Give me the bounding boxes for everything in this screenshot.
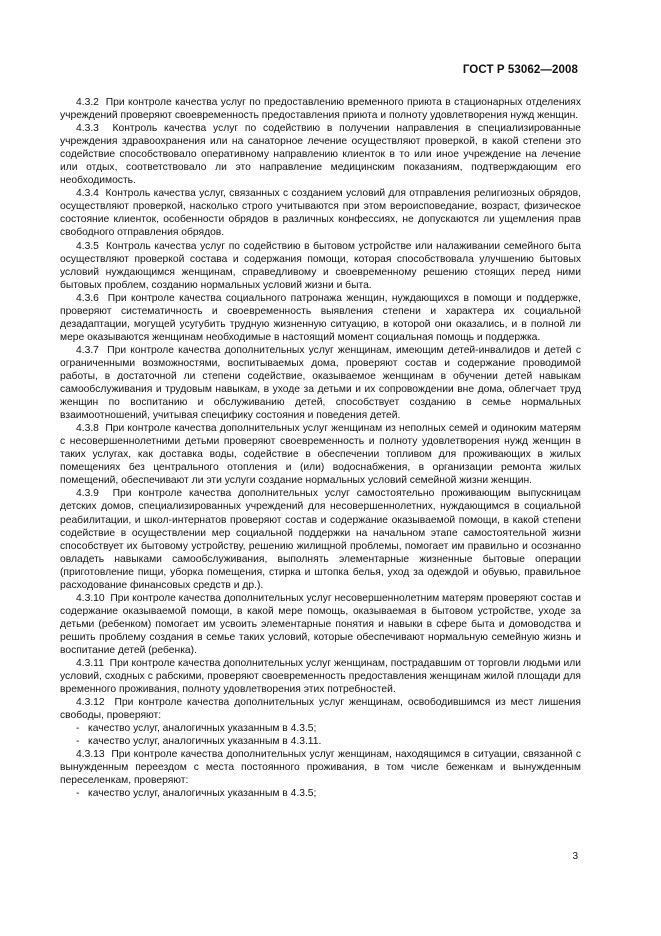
clause-number: 4.3.3 (76, 123, 99, 135)
clause-number: 4.3.4 (76, 188, 99, 200)
clause-number: 4.3.2 (76, 97, 99, 108)
clause-number: 4.3.12 (76, 697, 105, 709)
paragraph-4-3-4 (60, 187, 581, 239)
clause-text: Контроль качества услуг по содействию в получении направления в специализированные учреждения здравоохранения или на санаторное лечение осуществляют проверкой, в какой степени это содействие способствовало оперативному направлению клиенток в то или иное учреждение на лечение или отдых, соответствовало ли это направление медицинским показаниям, подтверждающим его необходимость. (60, 123, 581, 187)
clause-text: При контроле качества социального патронажа женщин, нуждающихся в помощи и поддержке, проверяют систематичность и своевременность выявления степени и характера их социальной дезадаптации, могущей усугубить трудную жизненную ситуацию, в которой они оказались, и в полной ли мере оказываются женщинам необходимые в настоящий момент социальная помощь и поддержка. (60, 292, 581, 343)
clause-text: При контроле качества дополнительных услуг женщинам, пострадавшим от торговли людьми или условий, сходных с рабскими, проверяют своевременность предоставления женщинам жилой площади для временного проживания, полноту удовлетворения этих потребностей. (60, 658, 581, 696)
paragraph-4-3-9 (60, 487, 581, 591)
clause-text: При контроле качества услуг по предоставлению временного приюта в стационарных отделениях учреждений проверяют своевременность предоставления приюта и полноту удовлетворения нужд женщин. (60, 97, 581, 122)
paragraph-4-3-6 (60, 292, 581, 344)
clause-number: 4.3.6 (76, 292, 99, 304)
clause-number: 4.3.5 (76, 240, 99, 252)
clause-text: При контроле качества дополнительных услуг несовершеннолетним матерям проверяют состав и содержание оказываемой помощи, в какой мере помощь, оказываемая в бытовом устройстве, уходе за детьми (ребенком) помогает им усвоить элементарные понятия и навыки в сфере быта и домоводства и решить проблему создания в семье таких условий, которые обеспечивают нормальную семейную жизнь и воспитание детей (ребенка). (60, 592, 581, 656)
clause-number: 4.3.10 (76, 592, 105, 604)
clause-text: При контроле качества дополнительных услуг женщинам, находящимся в ситуации, связанной с вынужденным переездом с места постоянного проживания, в том числе беженкам и вынужденным переселенкам, проверяют: (60, 749, 581, 787)
paragraph-4-3-3 (60, 122, 581, 187)
paragraph-4-3-13 (60, 748, 581, 787)
document-body (60, 96, 581, 801)
clause-number: 4.3.8 (76, 423, 99, 435)
paragraph-4-3-8 (60, 422, 581, 487)
clause-number: 4.3.13 (76, 749, 105, 761)
list-item-text: качество услуг, аналогичных указанным в 4.3.5; (88, 788, 317, 800)
list-item (60, 787, 581, 800)
list-item (60, 722, 581, 735)
paragraph-4-3-12 (60, 696, 581, 722)
clause-text: При контроле качества дополнительных услуг женщинам из неполных семей и одиноким матерям с несовершеннолетними детьми проверяют своевременность и полноту удовлетворения нужд женщин в таких услугах, как доставка воды, содействие в обеспечении топливом для проживающих в жилых помещениях без центрального отопления и (или) водоснабжения, в организации ремонта жилых помещений, обеспечивают ли эти услуги создание нормальных условий семейной жизни женщин. (60, 423, 581, 487)
clause-number: 4.3.9 (76, 488, 99, 500)
clause-text: Контроль качества услуг, связанных с созданием условий для отправления религиозных обрядов, осуществляют проверкой, насколько строго учитываются при этом вероисповедание, возраст, физическое состояние клиенток, особенности обрядов в различных конфессиях, не допускаются ли ущемления прав свободного отправления обрядов. (60, 188, 581, 239)
page-number: 3 (572, 851, 578, 862)
dash-bullet: - (76, 788, 80, 800)
list-item-text: качество услуг, аналогичных указанным в 4.3.5; (88, 723, 317, 735)
clause-number: 4.3.11 (76, 658, 104, 670)
paragraph-4-3-7 (60, 344, 581, 422)
dash-bullet: - (76, 736, 80, 748)
paragraph-4-3-10 (60, 592, 581, 657)
list-item (60, 735, 581, 748)
clause-text: При контроле качества дополнительных услуг самостоятельно проживающим выпускницам детских домов, специализированных учреждений для несовершеннолетних, нуждающимся в социальной реабилитации, и школ-интернатов проверяют состав и содержание оказываемой помощи, в какой степени содействие в осуществлении мер социальной поддержки на начальном этапе самостоятельной жизни способствует их бытовому устройству, решению жилищной проблемы, помогает им правильно и осознанно овладеть навыками самообслуживания, выполнять элементарные жизненные бытовые операции (приготовление пищи, уборка помещения, стирка и штопка белья, уход за одеждой и обувью, правильное расходование финансовых средств и др.). (60, 488, 581, 591)
paragraph-4-3-5 (60, 240, 581, 292)
clause-number: 4.3.7 (76, 344, 99, 356)
clause-text: Контроль качества услуг по содействию в бытовом устройстве или налаживании семейного быта осуществляют проверкой состава и содержания помощи, которая способствовала улучшению бытовых условий нуждающимся женщинам, справедливому и своевременному решению стоящих перед ними бытовых проблем, созданию нормальных условий жизни и быта. (60, 240, 581, 291)
dash-bullet: - (76, 723, 80, 735)
clause-text: При контроле качества дополнительных услуг женщинам, освободившимся из мест лишения свободы, проверяют: (60, 697, 581, 722)
list-item-text: качество услуг, аналогичных указанным в 4.3.11. (88, 736, 322, 748)
paragraph-4-3-2 (60, 96, 581, 122)
standard-designation: ГОСТ Р 53062—2008 (462, 64, 578, 76)
clause-text: При контроле качества дополнительных услуг женщинам, имеющим детей-инвалидов и детей с ограниченными возможностями, воспитываемых дома, проверяют состав и содержание проводимой работы, в достаточной ли степени содействие, оказываемое женщинам в обучении детей навыкам самообслуживания и трудовым навыкам, в уходе за детьми и их сопровождении вне дома, облегчает труд женщин по воспитанию и обслуживанию детей, способствует созданию в семье нормальных взаимоотношений, учитывая специфику состояния и поведения детей. (60, 344, 581, 422)
paragraph-4-3-11 (60, 657, 581, 696)
